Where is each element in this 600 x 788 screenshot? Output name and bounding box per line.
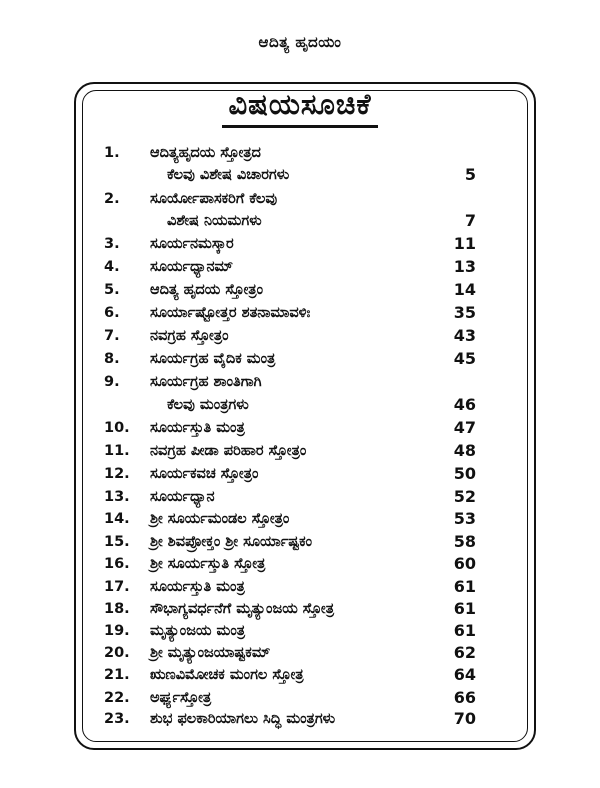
toc-entry-number: 14. [104, 511, 130, 527]
toc-entry-title: ಶ್ರೀ ಸೂರ್ಯಸ್ತುತಿ ಸ್ತೋತ್ರ [150, 556, 266, 572]
toc-entry-number: 5. [104, 282, 120, 298]
toc-entry-title: ಸೂರ್ಯಸ್ತುತಿ ಮಂತ್ರ [150, 579, 245, 595]
toc-entry [0, 620, 600, 642]
toc-entry-title: ಸೂರ್ಯಗ್ರಹ ಶಾಂತಿಗಾಗಿ [150, 374, 262, 390]
toc-entry-page: 43 [453, 326, 476, 345]
toc-entry-number: 21. [104, 667, 130, 683]
toc-entry-page: 47 [453, 418, 476, 437]
toc-entry [0, 188, 600, 210]
toc-entry-number: 17. [104, 579, 130, 595]
toc-entry-page: 53 [453, 509, 476, 528]
toc-entry-title: ಋಣವಿಮೋಚಕ ಮಂಗಲ ಸ್ತೋತ್ರ [150, 667, 304, 683]
toc-entry-title: ಕೆಲವು ಮಂತ್ರಗಳು [167, 397, 249, 413]
toc-entry-page: 13 [453, 257, 476, 276]
toc-title: ವಿಷಯಸೂಚಿಕೆ [222, 86, 377, 128]
toc-entry-page: 66 [453, 688, 476, 707]
toc-entry [0, 164, 600, 186]
toc-entry-page: 61 [453, 599, 476, 618]
toc-entry [0, 371, 600, 393]
toc-entry-number: 10. [104, 420, 130, 436]
toc-entry [0, 708, 600, 730]
toc-entry-number: 2. [104, 191, 120, 207]
toc-entry-title: ಸೂರ್ಯೋಪಾಸಕರಿಗೆ ಕೆಲವು [150, 191, 278, 207]
toc-entry [0, 642, 600, 664]
toc-entry [0, 531, 600, 553]
toc-entry [0, 598, 600, 620]
toc-entry-title: ಸೂರ್ಯಧ್ಯಾನಮ್ [150, 259, 234, 275]
toc-entry [0, 664, 600, 686]
toc-entry-title: ಅರ್ಘ್ಯಸ್ತೋತ್ರ [150, 690, 212, 706]
toc-entry-page: 5 [464, 165, 476, 184]
toc-entry-title: ಶುಭ ಫಲಕಾರಿಯಾಗಲು ಸಿದ್ಧಿ ಮಂತ್ರಗಳು [150, 711, 336, 727]
toc-entry-title: ಆದಿತ್ಯ ಹೃದಯ ಸ್ತೋತ್ರಂ [150, 282, 264, 298]
toc-entry-page: 70 [453, 709, 476, 728]
toc-entry [0, 394, 600, 416]
toc-entry-title: ಸೂರ್ಯನಮಸ್ಕಾರ [150, 236, 234, 252]
toc-entry-number: 8. [104, 351, 120, 367]
toc-entry-page: 52 [453, 487, 476, 506]
toc-entry-number: 15. [104, 534, 130, 550]
toc-entry-page: 48 [453, 441, 476, 460]
toc-entry-number: 18. [104, 601, 130, 617]
toc-entry-number: 16. [104, 556, 130, 572]
toc-entry-number: 3. [104, 236, 120, 252]
toc-entry-page: 35 [453, 303, 476, 322]
toc-entry-title: ಸೂರ್ಯಗ್ರಹ ವೈದಿಕ ಮಂತ್ರ [150, 351, 276, 367]
toc-entry-number: 22. [104, 690, 130, 706]
toc-entry-page: 61 [453, 577, 476, 596]
toc-entry [0, 440, 600, 462]
toc-entry-number: 19. [104, 623, 130, 639]
toc-entry-page: 11 [453, 234, 476, 253]
toc-entry [0, 142, 600, 164]
toc-entry-number: 12. [104, 466, 130, 482]
toc-entry-page: 58 [453, 532, 476, 551]
toc-entry-number: 20. [104, 645, 130, 661]
toc-entry [0, 486, 600, 508]
toc-entry [0, 302, 600, 324]
toc-entry-title: ಸೂರ್ಯಾಷ್ಟೋತ್ತರ ಶತನಾಮಾವಳಿಃ [150, 305, 311, 321]
toc-entry-page: 14 [453, 280, 476, 299]
toc-entry-number: 13. [104, 489, 130, 505]
toc-entry-page: 46 [453, 395, 476, 414]
toc-entry-title: ನವಗ್ರಹ ಪೀಡಾ ಪರಿಹಾರ ಸ್ತೋತ್ರಂ [150, 443, 307, 459]
toc-entry-number: 7. [104, 328, 120, 344]
toc-entry-page: 7 [464, 211, 476, 230]
toc-entry-title: ಶ್ರೀ ಸೂರ್ಯಮಂಡಲ ಸ್ತೋತ್ರಂ [150, 511, 290, 527]
toc-entry-title: ನವಗ್ರಹ ಸ್ತೋತ್ರಂ [150, 328, 229, 344]
toc-entry-title: ಶ್ರೀ ಶಿವಪ್ರೋಕ್ತಂ ಶ್ರೀ ಸೂರ್ಯಾಷ್ಟಕಂ [150, 534, 313, 550]
toc-entry-number: 6. [104, 305, 120, 321]
toc-entry-number: 4. [104, 259, 120, 275]
running-header: ಆದಿತ್ಯ ಹೃದಯಂ [258, 33, 342, 51]
toc-entry [0, 508, 600, 530]
toc-entry [0, 279, 600, 301]
toc-entry-title: ಶ್ರೀ ಮೃತ್ಯುಂಜಯಾಷ್ಟಕಮ್ [150, 645, 271, 661]
toc-entry [0, 687, 600, 709]
toc-entry-title: ವಿಶೇಷ ನಿಯಮಗಳು [167, 213, 262, 229]
toc-entry-title: ಸೂರ್ಯಧ್ಯಾನ [150, 489, 215, 505]
toc-entry-page: 64 [453, 665, 476, 684]
toc-entry-number: 9. [104, 374, 120, 390]
toc-entry-title: ಆದಿತ್ಯಹೃದಯ ಸ್ತೋತ್ರದ [150, 145, 261, 161]
toc-entry-title: ಕೆಲವು ವಿಶೇಷ ವಿಚಾರಗಳು [167, 167, 290, 183]
toc-entry [0, 463, 600, 485]
toc-entry-title: ಸೂರ್ಯಕವಚ ಸ್ತೋತ್ರಂ [150, 466, 259, 482]
toc-entry-page: 60 [453, 554, 476, 573]
toc-entry [0, 348, 600, 370]
toc-entry-title: ಸೂರ್ಯಸ್ತುತಿ ಮಂತ್ರ [150, 420, 245, 436]
toc-entry-title: ಮೃತ್ಯುಂಜಯ ಮಂತ್ರ [150, 623, 246, 639]
toc-entry-page: 45 [453, 349, 476, 368]
toc-title-wrapper [0, 86, 600, 128]
toc-entry [0, 553, 600, 575]
toc-entry [0, 256, 600, 278]
toc-entry-number: 23. [104, 711, 130, 727]
toc-entry [0, 210, 600, 232]
toc-entry-number: 11. [104, 443, 130, 459]
toc-entry-page: 50 [453, 464, 476, 483]
toc-entry-page: 61 [453, 621, 476, 640]
toc-entry [0, 576, 600, 598]
toc-entry [0, 233, 600, 255]
toc-entry-title: ಸೌಭಾಗ್ಯವರ್ಧನೆಗೆ ಮೃತ್ಯುಂಜಯ ಸ್ತೋತ್ರ [150, 601, 335, 617]
toc-entry-page: 62 [453, 643, 476, 662]
toc-entry-number: 1. [104, 145, 120, 161]
toc-entry [0, 325, 600, 347]
toc-entry [0, 417, 600, 439]
